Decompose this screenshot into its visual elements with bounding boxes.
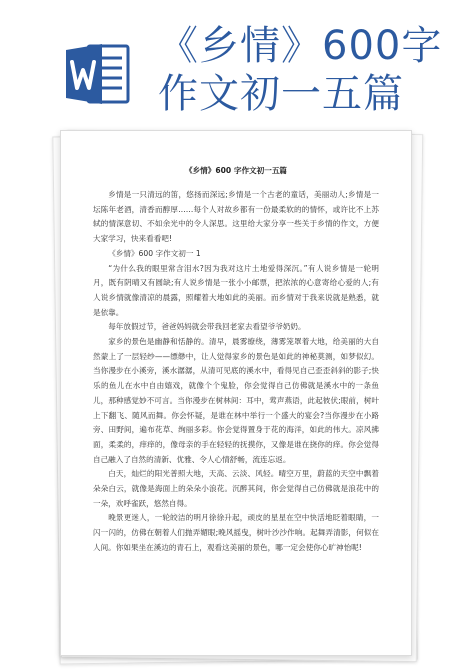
paragraph: “为什么我的眼里常含泪水?因为我对这片土地爱得深沉。”有人说乡情是一轮明月，既有阴晴又有圆缺;有人说乡情是一张小小邮票，把浓浓的心意寄给心爱的人;有人说乡情就像清凉的晨露，照耀着大地如此的美丽。而乡情对于我来说就是熟悉，就是依靠。 — [93, 263, 379, 317]
paragraph-intro: 乡情是一只清远的笛，悠扬而深远;乡情是一个古老的童话，美丽动人;乡情是一坛陈年老酒，清香而醇厚……每个人对故乡都有一份最柔软的的情怀，或许比不上苏轼的情深意切、不如余光中的令人深思。这里给大家分享一些关于乡情的作文，方便大家学习，快来看看吧! — [93, 190, 379, 244]
banner-title-line-2: 作文初一五篇 — [158, 71, 404, 117]
word-document-icon — [62, 38, 134, 110]
paragraph: 白天，灿烂的阳光普照大地，天高、云淡、风轻。晴空万里，蔚蓝的天空中飘着朵朵白云，就像是海面上的朵朵小浪花。沉醉其间，你会觉得自己仿佛就是浪花中的一朵，欢呼雀跃，悠然自得。 — [93, 469, 379, 508]
paragraph: 晚景更迷人，一轮皎洁的明月徐徐升起，顽皮的星星在空中快活地眨着眼睛，一闪一闪的，仿佛在朝着人们抛弄媚眼;晚风摇曳，树叶沙沙作响。起舞弄清影，何似在人间。你如果坐在溪边的青石上，观看这美丽的景色，哪一定会使你心旷神怡呢! — [93, 513, 379, 552]
banner — [0, 0, 474, 130]
document-page — [60, 130, 412, 656]
section-heading: 《乡情》600 字作文初一 1 — [108, 248, 201, 258]
banner-title-line-1: 《乡情》600字 — [158, 23, 443, 69]
document-stack — [60, 130, 414, 658]
paragraph: 每年放假过节，爸爸妈妈就会带我回老家去看望爷爷奶奶。 — [108, 322, 306, 332]
document-title: 《乡情》600 字作文初一五篇 — [184, 166, 288, 175]
paragraph: 家乡的景色是幽静和恬静的。清早，晨雾缭绕，薄雾笼罩着大地，给美丽的大自然蒙上了一层轻纱——缥缈中，让人觉得家乡的景色是如此的神秘莫测，如梦似幻。当你漫步在小溪旁，溪水潺潺，从清可见底的溪水中，看得见自己歪歪斜斜的影子;快乐的鱼儿在水中自由嬉戏，就像个个鬼脸，你会觉得自己仿佛就是溪水中的一条鱼儿，那种感觉妙不可言。当你漫步在树林间：耳中，莺声燕语，此起彼伏;眼前，树叶上下翻飞、随风而舞。你会怀疑，是谁在林中举行一个盛大的宴会?当你漫步在小路旁、田野间，遍布花草、绚丽多彩。你会觉得置身于花的海洋，如此的伟大。凉风拂面，柔柔的，痒痒的，像母亲的手在轻轻的抚摸你，又像是谁在挠你的痒。你会觉得自己融入了自然的清新、优雅、令人心情舒畅，流连忘返。 — [93, 337, 379, 464]
